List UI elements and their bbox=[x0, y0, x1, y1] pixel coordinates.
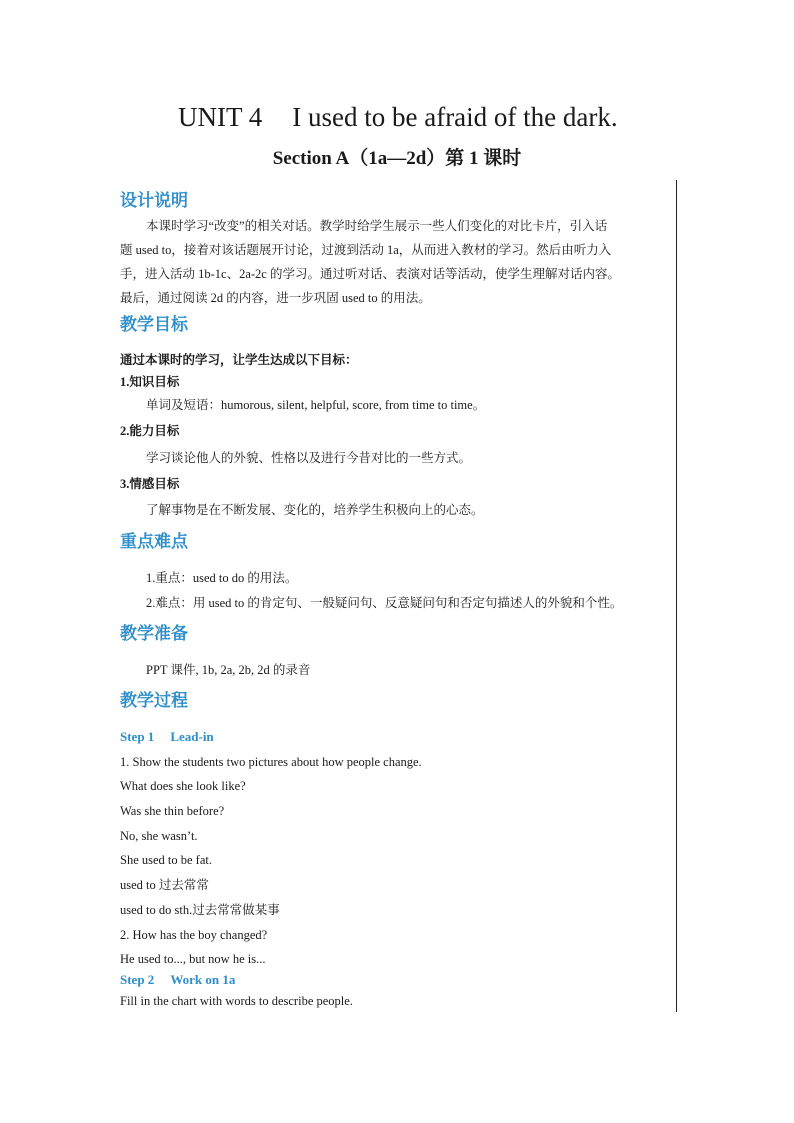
step1-line: She used to be fat. bbox=[120, 853, 212, 867]
step1-line: 2. How has the boy changed? bbox=[120, 928, 268, 942]
keypoints-heading: 重点难点 bbox=[120, 532, 188, 552]
step1-label: Step 1 bbox=[120, 729, 155, 744]
margin-rule bbox=[676, 180, 677, 1012]
unit-title bbox=[178, 100, 698, 134]
step1-title: Lead-in bbox=[170, 729, 214, 744]
step1-line: Was she thin before? bbox=[120, 804, 225, 818]
step1-heading bbox=[120, 728, 214, 746]
step1-line: What does she look like? bbox=[120, 779, 246, 793]
objectives-intro: 通过本课时的学习，让学生达成以下目标： bbox=[120, 353, 358, 367]
design-line: 题 used to，接着对该话题展开讨论，过渡到活动 1a，从而进入教材的学习。然后由听力入 bbox=[120, 243, 612, 257]
design-line: 手，进入活动 1b-1c、2a-2c 的学习。通过听对话、表演对话等活动，使学生理解对话内容。 bbox=[120, 267, 620, 281]
unit-name: I used to be afraid of the dark. bbox=[292, 102, 618, 132]
unit-number: UNIT 4 bbox=[178, 102, 263, 132]
design-paragraph bbox=[120, 214, 676, 310]
emotion-title: 3.情感目标 bbox=[120, 477, 180, 491]
design-line: 最后，通过阅读 2d 的内容，进一步巩固 used to 的用法。 bbox=[120, 291, 431, 305]
step1-line: No, she wasn’t. bbox=[120, 829, 198, 843]
step1-line: used to 过去常常 bbox=[120, 878, 209, 892]
knowledge-title: 1.知识目标 bbox=[120, 375, 180, 389]
preparation-heading: 教学准备 bbox=[120, 624, 188, 644]
step2-label: Step 2 bbox=[120, 972, 155, 987]
step2-title: Work on 1a bbox=[170, 972, 236, 987]
step1-line: He used to..., but now he is... bbox=[120, 952, 266, 966]
ability-text: 学习谈论他人的外貌、性格以及进行今昔对比的一些方式。 bbox=[146, 451, 472, 465]
section-title: Section A（1a—2d）第 1 课时 bbox=[272, 148, 522, 169]
keypoint-focus: 1.重点：used to do 的用法。 bbox=[146, 571, 298, 585]
design-line: 本课时学习“改变”的相关对话。教学时给学生展示一些人们变化的对比卡片，引入话 bbox=[146, 219, 608, 233]
objectives-heading: 教学目标 bbox=[120, 315, 188, 335]
step1-line: 1. Show the students two pictures about how people change. bbox=[120, 755, 422, 769]
step2-text: Fill in the chart with words to describe people. bbox=[120, 994, 353, 1008]
keypoint-difficulty: 2.难点：用 used to 的肯定句、一般疑问句、反意疑问句和否定句描述人的外貌和个性。 bbox=[146, 596, 623, 610]
step1-line: used to do sth.过去常常做某事 bbox=[120, 903, 280, 917]
knowledge-text: 单词及短语：humorous, silent, helpful, score, from time to time。 bbox=[146, 398, 486, 412]
preparation-text: PPT 课件, 1b, 2a, 2b, 2d 的录音 bbox=[146, 663, 311, 677]
design-heading: 设计说明 bbox=[120, 191, 188, 211]
ability-title: 2.能力目标 bbox=[120, 424, 180, 438]
process-heading: 教学过程 bbox=[120, 691, 188, 711]
emotion-text: 了解事物是在不断发展、变化的，培养学生积极向上的心态。 bbox=[146, 503, 484, 517]
step2-heading bbox=[120, 971, 235, 989]
